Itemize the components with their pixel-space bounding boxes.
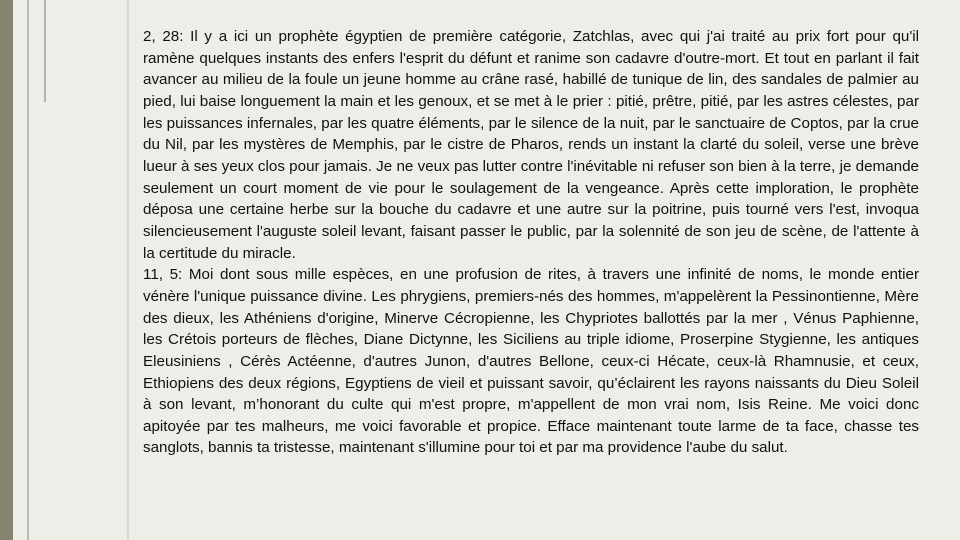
decorative-lines bbox=[0, 0, 140, 540]
document-body bbox=[143, 26, 919, 459]
paragraph-book-11: 11, 5: Moi dont sous mille espèces, en une profusion de rites, à travers une infinité de noms, le monde entier vénère l'unique puissance divine. Les phrygiens, premiers-nés des hommes, m'appelèrent la Pessinontienne, Mère des dieux, les Athéniens d'origine, Minerve Cécropienne, les Chypriotes ballottés par la mer , Vénus Paphienne, les Crétois porteurs de flèches, Diane Dictynne, les Siciliens au triple idiome, Proserpine Stygienne, les antiques Eleusiniens , Cérès Actéenne, d'autres Junon, d'autres Bellone, ceux-ci Hécate, ceux-là Rhamnusie, et ceux, Ethiopiens des deux régions, Egyptiens de vieil et puissant savoir, qu’éclairent les rayons naissants du Dieu Soleil à son levant, m’honorant du culte qui m'est propre, m'appellent de mon vrai nom, Isis Reine. Me voici donc apitoyée par tes malheurs, me voici favorable et propice. Efface maintenant toute larme de ta face, chasse tes sanglots, bannis ta tristesse, maintenant s'illumine pour toi et par ma providence l'aube du salut. bbox=[143, 266, 919, 457]
paragraph-book-2: 2, 28: Il y a ici un prophète égyptien de première catégorie, Zatchlas, avec qui j'ai traité au prix fort pour qu'il ramène quelques instants des enfers l'esprit du défunt et ranime son cadavre d'outre-mort. Et tout en parlant il fait avancer au milieu de la foule un jeune homme au crâne rasé, habillé de tunique de lin, des sandales de palmier au pied, lui baise longuement la main et les genoux, et se met à le prier : pitié, prêtre, pitié, par les astres célestes, par les puissances infernales, par les quatre éléments, par le silence de la nuit, par le sanctuaire de Coptos, par la crue du Nil, par les mystères de Memphis, par le cistre de Pharos, rends un instant la clarté du soleil, verse une brève lueur à ses yeux clos pour jamais. Je ne veux pas lutter contre l'inévitable ni refuser son bien à la terre, je demande seulement un court moment de vie pour le soulagement de la vengeance. Après cette imploration, le prophète déposa une certaine herbe sur la bouche du cadavre et une autre sur la poitrine, puis tourné vers l'est, invoqua silencieusement l'auguste soleil levant, faisant passer le public, par la solennité de son jeu de scène, de l'attente à la certitude du miracle. bbox=[143, 28, 919, 262]
